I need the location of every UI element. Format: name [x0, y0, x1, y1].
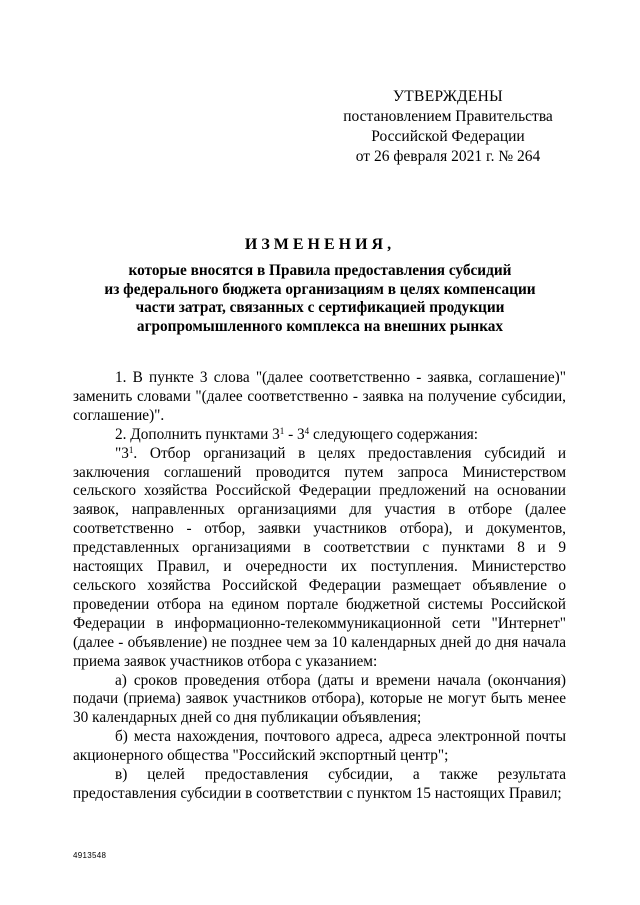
subtitle-line-1: которые вносятся в Правила предоставления субсидий: [128, 262, 512, 279]
approval-block: [330, 87, 566, 167]
approval-line-3: от 26 февраля 2021 г. № 264: [355, 148, 541, 165]
document-body: [73, 369, 566, 804]
subtitle-line-2: из федерального бюджета организациям в целях компенсации: [104, 280, 536, 298]
paragraph-3-text-b: . Отбор организаций в целях предоставления субсидий и заключения соглашений проводится путем запроса Министерством сельского хозяйства Российской Федерации предложений на основании заявок, направленных организациями для участия в отборе (далее соответственно - отбор, заявки участников отбора), и документов, представленных организациями в соответствии с пунктами 8 и 9 настоящих Правил, и очередности их поступления. Министерство сельского хозяйства Российской Федерации размещает объявление о проведении отбора на едином портале бюджетной системы Российской Федерации в информационно-телекоммуникационной сети "Интернет" (далее - объявление) не позднее чем за 10 календарных дней до дня начала приема заявок участников отбора с указанием:: [73, 444, 566, 670]
paragraph-2: [73, 426, 566, 445]
document-title: ИЗМЕНЕНИЯ,: [244, 236, 396, 253]
superscript-4: 4: [304, 425, 310, 436]
paragraph-3-superscript: 1: [128, 444, 134, 455]
paragraph-2-text-a: 2. Дополнить пунктами 3: [115, 425, 280, 443]
approval-line-1: постановлением Правительства: [343, 108, 553, 125]
paragraph-1: 1. В пункте 3 слова "(далее соответственно - заявка, соглашение)" заменить словами "(далее соответственно - заявка на получение субсидии, соглашение)".: [73, 369, 566, 424]
paragraph-item-b: б) места нахождения, почтового адреса, адреса электронной почты акционерного общества "Российский экспортный центр";: [73, 728, 566, 765]
paragraph-item-v: в) целей предоставления субсидии, а также результата предоставления субсидии в соответствии с пунктом 15 настоящих Правил;: [73, 766, 566, 802]
document-subtitle: [70, 262, 570, 337]
approval-line-2: Российской Федерации: [371, 128, 525, 145]
superscript-1: 1: [279, 425, 285, 436]
subtitle-line-3: части затрат, связанных с сертификацией продукции: [135, 299, 505, 317]
subtitle-line-4: агропромышленного комплекса на внешних рынках: [136, 318, 504, 336]
paragraph-2-text-c: следующего содержания:: [309, 425, 479, 443]
paragraph-3-text-a: "3: [115, 444, 129, 462]
paragraph-2-text-b: - 3: [284, 425, 305, 443]
document-number: 4913548: [73, 851, 107, 860]
paragraph-item-a: а) сроков проведения отбора (даты и времени начала (окончания) подачи (приема) заявок участников отбора), которые не могут быть менее 30 календарных дней со дня публикации объявления;: [73, 671, 566, 727]
approval-heading: УТВЕРЖДЕНЫ: [393, 88, 503, 105]
paragraph-3: [73, 445, 566, 672]
